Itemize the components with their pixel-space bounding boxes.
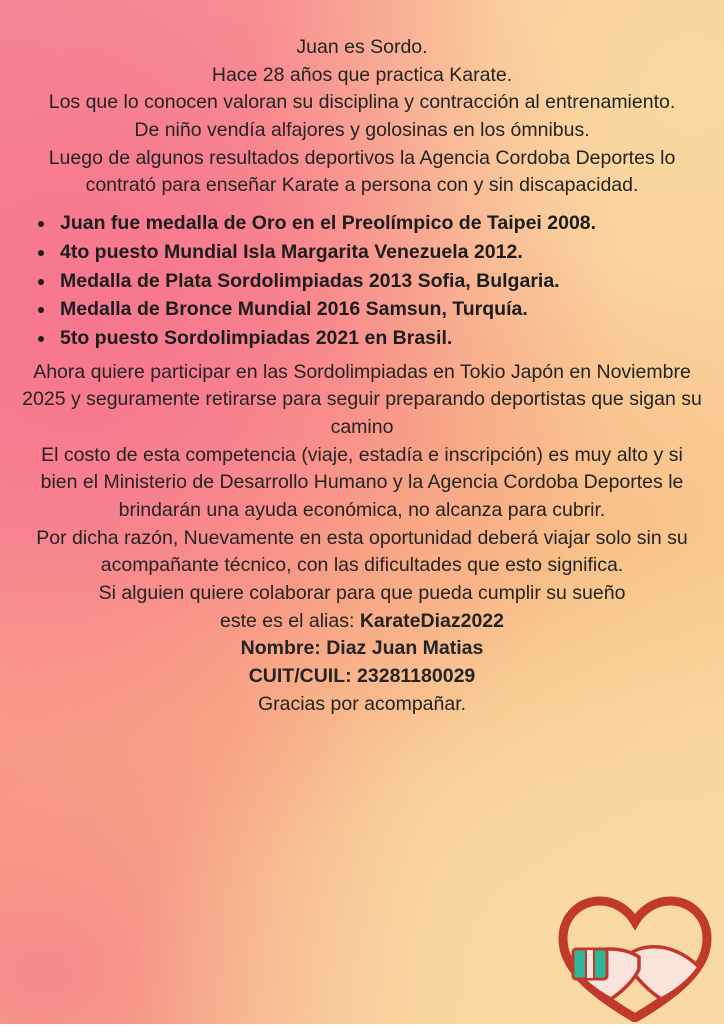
alias-value: KarateDiaz2022	[359, 609, 504, 632]
list-item: • Medalla de Bronce Mundial 2016 Samsun, Turquía.	[56, 296, 702, 324]
body-block	[22, 359, 702, 581]
list-item: • 4to puesto Mundial Isla Margarita Venezuela 2012.	[56, 239, 702, 267]
heart-outline	[563, 901, 707, 1018]
thanks-text: Gracias por acompañar.	[257, 692, 467, 715]
closing-block	[22, 580, 702, 718]
list-item: • Medalla de Plata Sordolimpiadas 2013 Sofia, Bulgaria.	[56, 268, 702, 296]
gift-box	[573, 949, 607, 979]
body-paragraph: Ahora quiere participar en las Sordolimpiadas en Tokio Japón en Noviembre 2025 y seguramente retirarse para seguir preparando deportistas que sigan su camino	[22, 360, 702, 438]
heart-hands-donation-icon	[553, 887, 718, 1022]
intro-line: Hace 28 años que practica Karate.	[211, 63, 513, 86]
alias-line	[22, 608, 702, 636]
hand-right	[631, 947, 699, 999]
list-item: • 5to puesto Sordolimpiadas 2021 en Brasil.	[56, 325, 702, 353]
gift-ribbon	[586, 949, 594, 979]
account-name: Nombre: Diaz Juan Matias	[240, 637, 484, 660]
body-paragraph: El costo de esta competencia (viaje, estadía e inscripción) es muy alto y si bien el Ministerio de Desarrollo Humano y la Agencia Cordoba Deportes le brindarán una ayuda económica, no alcanza para cubrir.	[40, 443, 684, 521]
intro-line: De niño vendía alfajores y golosinas en los ómnibus.	[134, 119, 590, 142]
list-item: • Juan fue medalla de Oro en el Preolímpico de Taipei 2008.	[56, 210, 702, 238]
achievements-list	[22, 210, 702, 352]
body-paragraph: Por dicha razón, Nuevamente en esta oportunidad deberá viajar solo sin su acompañante técnico, con las dificultades que esto significa.	[36, 526, 688, 577]
intro-line: Los que lo conocen valoran su disciplina y contracción al entrenamiento.	[48, 91, 676, 114]
intro-block	[22, 34, 702, 200]
alias-label: este es el alias:	[219, 609, 360, 632]
intro-line: Juan es Sordo.	[296, 36, 428, 58]
account-cuit: CUIT/CUIL: 23281180029	[248, 665, 476, 688]
collaborate-text: Si alguien quiere colaborar para que pueda cumplir su sueño	[98, 582, 626, 605]
hand-left	[571, 949, 639, 999]
intro-line: Luego de algunos resultados deportivos la Agencia Cordoba Deportes lo contrató para enseñar Karate a persona con y sin discapacidad.	[48, 146, 676, 197]
